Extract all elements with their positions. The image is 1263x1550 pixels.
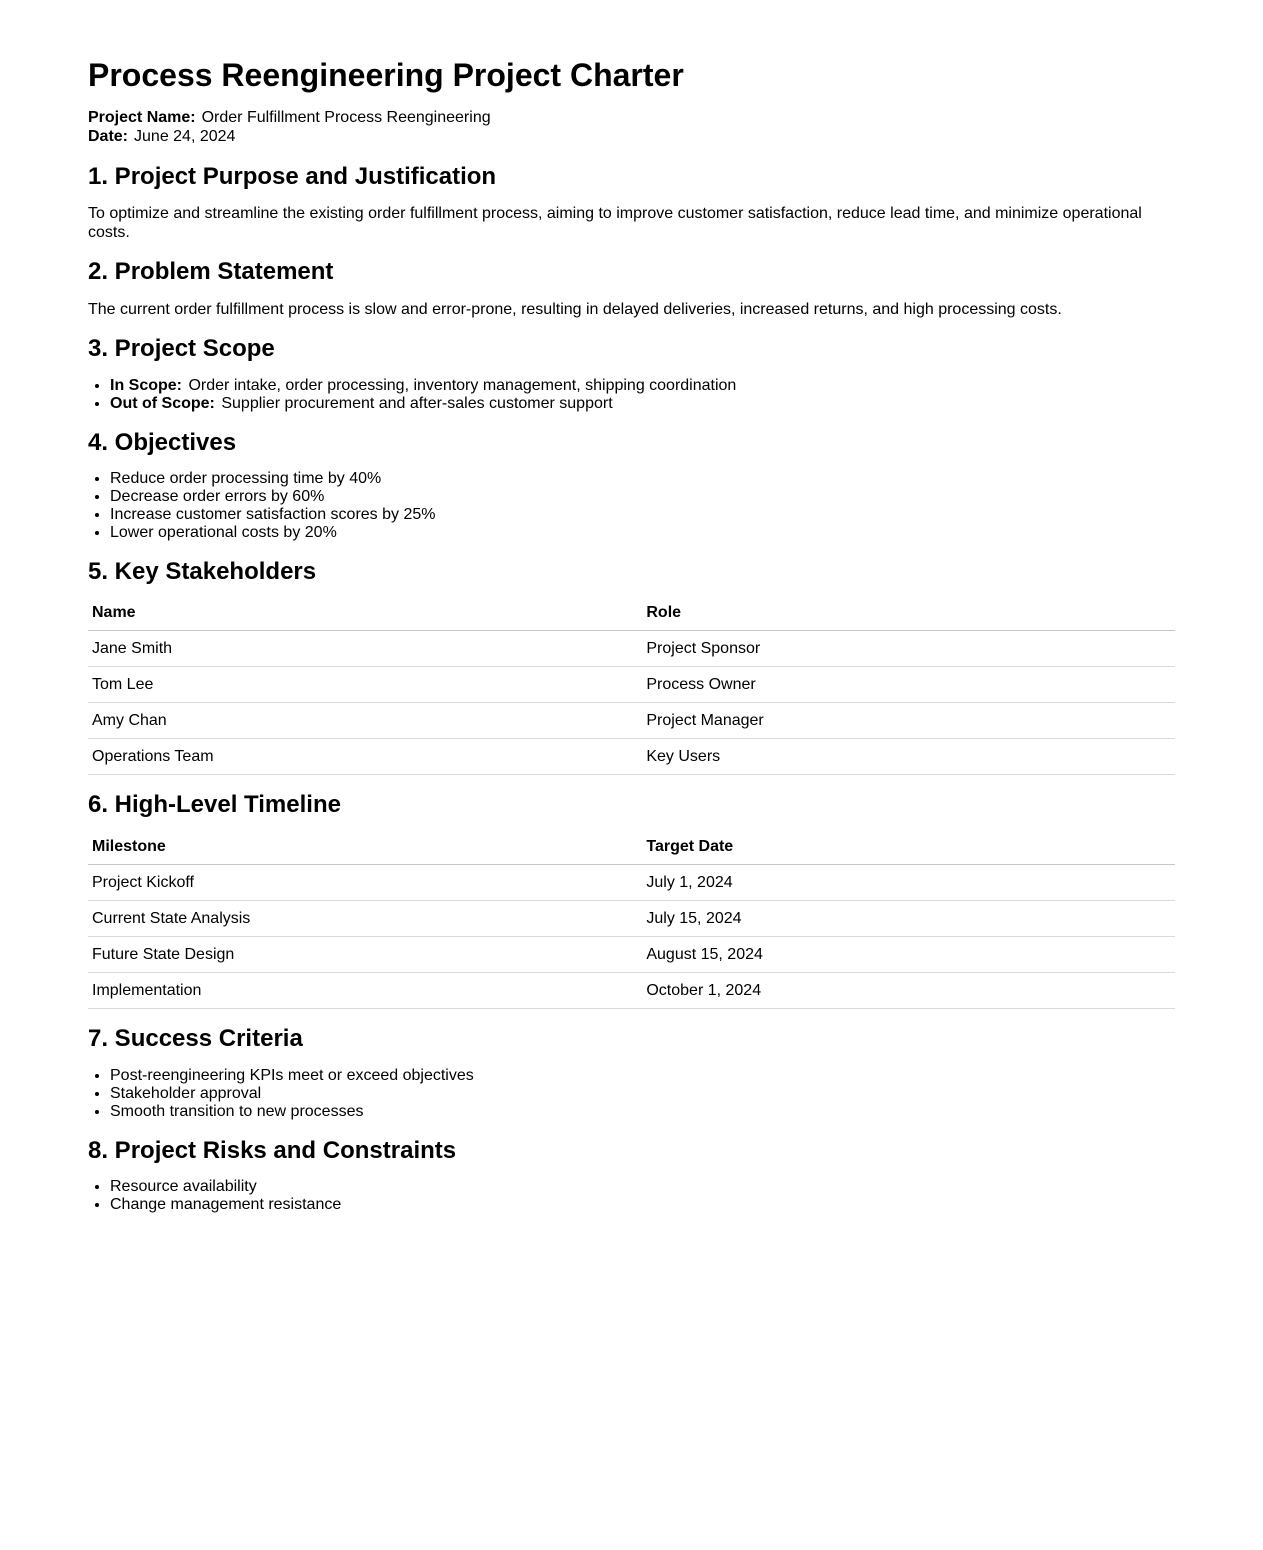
section-purpose bbox=[88, 163, 1175, 243]
milestone-date: July 15, 2024 bbox=[642, 901, 1175, 937]
table-row bbox=[88, 631, 1175, 667]
list-item: • Smooth transition to new processes bbox=[110, 1103, 1175, 1121]
section-scope bbox=[88, 335, 1175, 412]
table-row bbox=[88, 937, 1175, 973]
section-heading-timeline: 6. High-Level Timeline bbox=[88, 791, 341, 819]
section-heading-objectives: 4. Objectives bbox=[88, 428, 237, 456]
section-timeline bbox=[88, 791, 1175, 1009]
stakeholder-role: Key Users bbox=[642, 739, 1175, 775]
milestone-name: Implementation bbox=[88, 973, 642, 1009]
section-success-criteria bbox=[88, 1025, 1175, 1120]
stakeholders-table bbox=[88, 599, 1175, 775]
purpose-paragraph: To optimize and streamline the existing order fulfillment process, aiming to improve customer satisfaction, reduce lead time, and minimize operational costs. bbox=[88, 205, 1142, 242]
problem-statement-paragraph: The current order fulfillment process is slow and error-prone, resulting in delayed deliveries, increased returns, and high processing costs. bbox=[88, 301, 1062, 319]
out-of-scope-text: Supplier procurement and after-sales customer support bbox=[221, 394, 613, 412]
list-item: • Lower operational costs by 20% bbox=[110, 524, 1175, 542]
column-header-milestone: Milestone bbox=[88, 833, 642, 865]
section-risks-constraints bbox=[88, 1137, 1175, 1214]
stakeholder-name: Operations Team bbox=[88, 739, 642, 775]
milestone-date: October 1, 2024 bbox=[642, 973, 1175, 1009]
stakeholder-name: Jane Smith bbox=[88, 631, 642, 667]
objectives-list bbox=[88, 470, 1175, 542]
document-meta bbox=[88, 108, 1175, 147]
page-title: Process Reengineering Project Charter bbox=[88, 57, 684, 93]
project-name-label: Project Name: bbox=[88, 108, 196, 126]
date-value: June 24, 2024 bbox=[134, 128, 236, 146]
table-row bbox=[88, 901, 1175, 937]
section-heading-purpose: 1. Project Purpose and Justification bbox=[88, 162, 497, 190]
section-stakeholders bbox=[88, 558, 1175, 776]
section-heading-stakeholders: 5. Key Stakeholders bbox=[88, 557, 317, 585]
section-heading-success-criteria: 7. Success Criteria bbox=[88, 1025, 303, 1053]
table-row bbox=[88, 739, 1175, 775]
list-item bbox=[110, 395, 1175, 413]
success-criteria-list bbox=[88, 1067, 1175, 1121]
date-label: Date: bbox=[88, 128, 129, 146]
column-header-role: Role bbox=[642, 599, 1175, 631]
stakeholder-role: Project Sponsor bbox=[642, 631, 1175, 667]
list-item: • Stakeholder approval bbox=[110, 1085, 1175, 1103]
table-row bbox=[88, 667, 1175, 703]
list-item: • Decrease order errors by 60% bbox=[110, 488, 1175, 506]
section-heading-scope: 3. Project Scope bbox=[88, 335, 275, 363]
section-objectives bbox=[88, 429, 1175, 542]
column-header-name: Name bbox=[88, 599, 642, 631]
stakeholder-name: Amy Chan bbox=[88, 703, 642, 739]
section-heading-risks-constraints: 8. Project Risks and Constraints bbox=[88, 1136, 457, 1164]
milestone-date: July 1, 2024 bbox=[642, 865, 1175, 901]
milestone-name: Future State Design bbox=[88, 937, 642, 973]
stakeholder-role: Project Manager bbox=[642, 703, 1175, 739]
in-scope-text: Order intake, order processing, inventory management, shipping coordination bbox=[188, 376, 737, 394]
section-heading-problem-statement: 2. Problem Statement bbox=[88, 258, 334, 286]
milestone-name: Project Kickoff bbox=[88, 865, 642, 901]
column-header-target-date: Target Date bbox=[642, 833, 1175, 865]
list-item bbox=[110, 377, 1175, 395]
list-item: • Reduce order processing time by 40% bbox=[110, 470, 1175, 488]
list-item: • Post-reengineering KPIs meet or exceed objectives bbox=[110, 1067, 1175, 1085]
stakeholder-name: Tom Lee bbox=[88, 667, 642, 703]
table-header-row bbox=[88, 833, 1175, 865]
in-scope-label: In Scope: bbox=[110, 376, 183, 394]
list-item: • Resource availability bbox=[110, 1178, 1175, 1196]
milestone-name: Current State Analysis bbox=[88, 901, 642, 937]
scope-list bbox=[88, 377, 1175, 413]
table-header-row bbox=[88, 599, 1175, 631]
table-row bbox=[88, 973, 1175, 1009]
timeline-table bbox=[88, 833, 1175, 1009]
table-row bbox=[88, 703, 1175, 739]
list-item: • Increase customer satisfaction scores by 25% bbox=[110, 506, 1175, 524]
project-name-value: Order Fulfillment Process Reengineering bbox=[201, 108, 491, 126]
table-row bbox=[88, 865, 1175, 901]
out-of-scope-label: Out of Scope: bbox=[110, 394, 215, 412]
stakeholder-role: Process Owner bbox=[642, 667, 1175, 703]
list-item: • Change management resistance bbox=[110, 1196, 1175, 1214]
risks-list bbox=[88, 1178, 1175, 1214]
milestone-date: August 15, 2024 bbox=[642, 937, 1175, 973]
section-problem-statement bbox=[88, 258, 1175, 319]
